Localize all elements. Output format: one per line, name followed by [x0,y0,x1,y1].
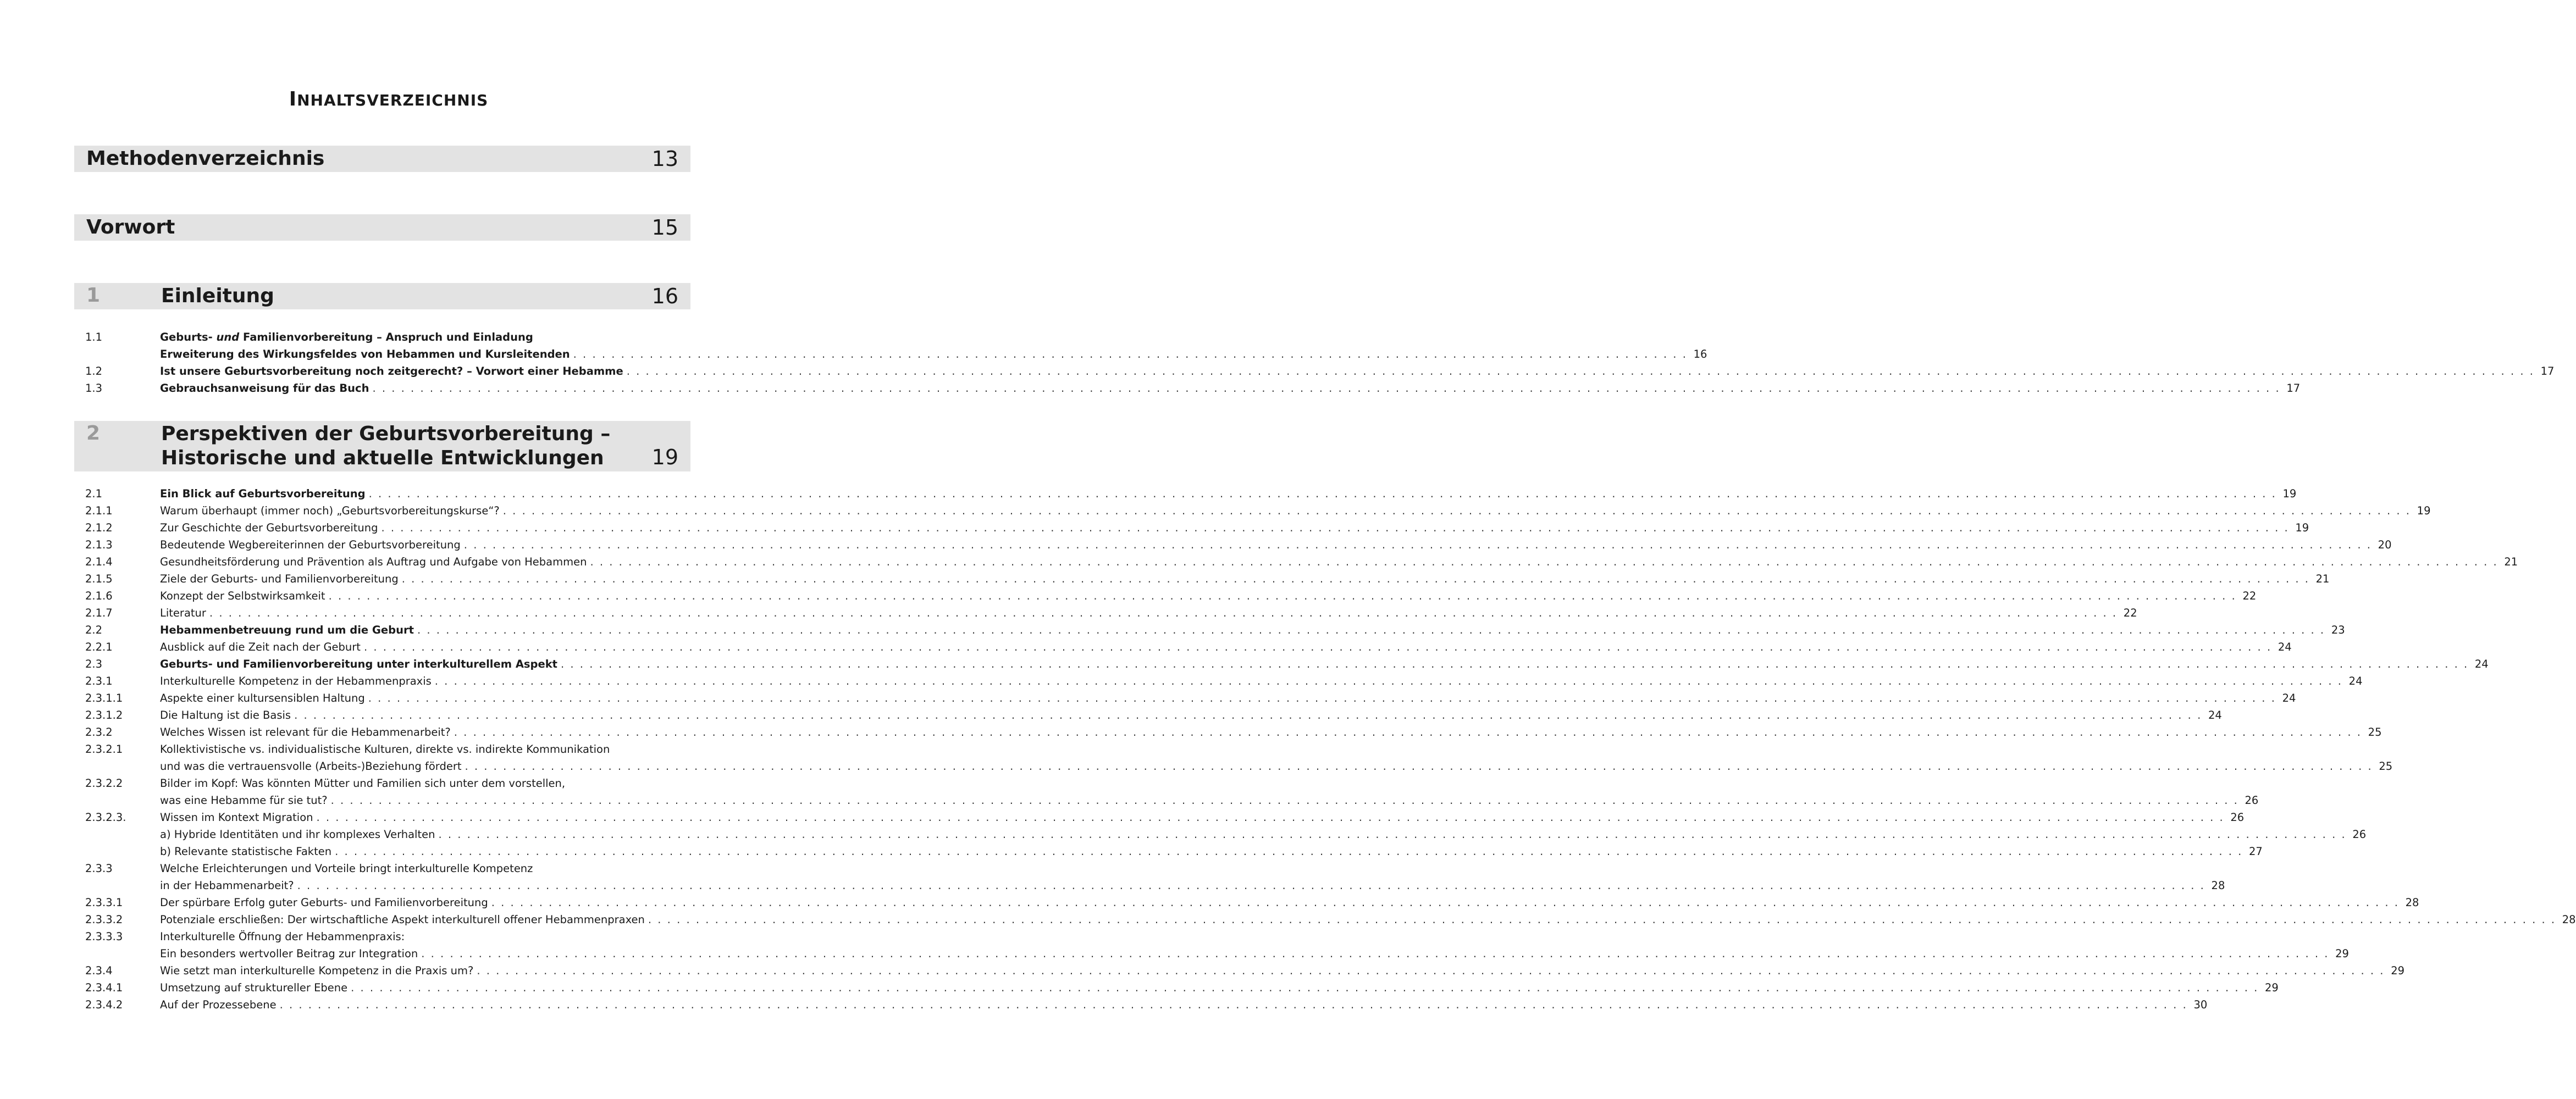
dot-leader: . . . . . . . . . . . . . . . . . . . . . . . . . . . . . . . . . . . . . . . . . . . . . . . . . . . . . . . . . . . . . . . . . . . . . . . . . . . . . . . . . . . . . . . . . . . . . . . . . . . . . . . . . . . . . . . . . . . . . . . . . . . . . . . . . . . . . . . . . . . . . . . . . . . . . . . . . . . . . . . . . . . . . . . . . . . . . . . . . . . . . . . . . . . . . . . . . . . . . . . . [590,556,2498,568]
toc-entry[interactable] [85,894,2419,911]
entry-page: 19 [2282,487,2297,500]
dot-leader: . . . . . . . . . . . . . . . . . . . . . . . . . . . . . . . . . . . . . . . . . . . . . . . . . . . . . . . . . . . . . . . . . . . . . . . . . . . . . . . . . . . . . . . . . . . . . . . . . . . . . . . . . . . . . . . . . . . . . . . . . . . . . . . . . . . . . . . . . . . . . . . . . . . . . . . . . . . . . . . . . . . . . . . . . . . . . . . . . . . . . . . . . . . . . . . . . . . . . . . . [648,913,2556,926]
entry-page: 24 [2348,675,2363,687]
entry-title: Ziele der Geburts- und Familienvorbereitung [160,573,399,585]
dot-leader: . . . . . . . . . . . . . . . . . . . . . . . . . . . . . . . . . . . . . . . . . . . . . . . . . . . . . . . . . . . . . . . . . . . . . . . . . . . . . . . . . . . . . . . . . . . . . . . . . . . . . . . . . . . . . . . . . . . . . . . . . . . . . . . . . . . . . . . . . . . . . . . . . . . . . . . . . . . . . . . . . . . . . . . . . . . . . . . . . . . . . . . . . . . . . . . . . . . . . . . . [372,382,2281,395]
entry-title: in der Hebammenarbeit? [160,879,294,892]
entry-page: 21 [2315,573,2330,585]
dot-leader: . . . . . . . . . . . . . . . . . . . . . . . . . . . . . . . . . . . . . . . . . . . . . . . . . . . . . . . . . . . . . . . . . . . . . . . . . . . . . . . . . . . . . . . . . . . . . . . . . . . . . . . . . . . . . . . . . . . . . . . . . . . . . . . . . . . . . . . . . . . . . . . . . . . . . . . . . . . . . . . . . . . . . . . . . . . . . . . . . . . . . . . . . . . . . . . . . . . . . . . . [335,845,2243,858]
chapter-page: 16 [651,284,678,308]
entry-title-line: Kollektivistische vs. individualistische Kulturen, direkte vs. indirekte Kommunikation [160,743,610,756]
toc-entry[interactable] [85,690,2296,707]
entry-page: 26 [2230,811,2245,824]
dot-leader: . . . . . . . . . . . . . . . . . . . . . . . . . . . . . . . . . . . . . . . . . . . . . . . . . . . . . . . . . . . . . . . . . . . . . . . . . . . . . . . . . . . . . . . . . . . . . . . . . . . . . . . . . . . . . . . . . . . . . . . . . . . . . . . . . . . . . . . . . . . . . . . . . . . . . . . . . . . . . . . . . . . . . . . . . . . . . . . . . . . . . . . . . . . . . . . . . . . . . . . . [328,590,2237,602]
entry-number: 1.3 [85,382,103,395]
entry-number: 2.3.1.2 [85,709,123,721]
entry-number: 2.1.3 [85,539,113,551]
entry-page: 19 [2417,504,2431,517]
dot-leader: . . . . . . . . . . . . . . . . . . . . . . . . . . . . . . . . . . . . . . . . . . . . . . . . . . . . . . . . . . . . . . . . . . . . . . . . . . . . . . . . . . . . . . . . . . . . . . . . . . . . . . . . . . . . . . . . . . . . . . . . . . . . . . . . . . . . . . . . . . . . . . . . . . . . . . . . . . . . . . . . . . . . . . . . . . . . . . . . . . . . . . . . . . . . . . . . . . . . . . . . [438,828,2347,841]
chapter-page: 15 [651,215,678,240]
entry-title: Wissen im Kontext Migration [160,811,313,824]
entry-title: Konzept der Selbstwirksamkeit [160,590,325,602]
entry-number: 2.3.1 [85,675,113,687]
entry-title: und was die vertrauensvolle (Arbeits-)Beziehung fördert [160,760,462,773]
entry-page: 26 [2245,794,2259,807]
entry-number: 2.3 [85,658,103,670]
dot-leader: . . . . . . . . . . . . . . . . . . . . . . . . . . . . . . . . . . . . . . . . . . . . . . . . . . . . . . . . . . . . . . . . . . . . . . . . . . . . . . . . . . . . . . . . . . . . . . . . . . . . . . . . . . . . . . . . . . . . . . . . . . . . . . . . . . . . . . . . . . . . . . . . . . . . . . . . . . . . . . . . . . . . . . . . . . . . . . . . . . . . . . . . . . . . . . . . . . . . . . . . [330,794,2239,807]
entry-page: 16 [1693,348,1707,360]
dot-leader: . . . . . . . . . . . . . . . . . . . . . . . . . . . . . . . . . . . . . . . . . . . . . . . . . . . . . . . . . . . . . . . . . . . . . . . . . . . . . . . . . . . . . . . . . . . . . . . . . . . . . . . . . . . . . . . . . . . . . . . . . . . . . . . . . . . . . . . . . . . . . . . . . . . . . . . . . . . . . . . . . . . . . . . . . . . . . . . . . . . . . . . . . . . . . . . . . . . . . . . . [421,947,2329,960]
entry-title: Bedeutende Wegbereiterinnen der Geburtsvorbereitung [160,539,461,551]
entry-page: 17 [2286,382,2301,395]
entry-title: Der spürbare Erfolg guter Geburts- und Familienvorbereitung [160,896,488,909]
toc-entry[interactable] [85,962,2405,979]
dot-leader: . . . . . . . . . . . . . . . . . . . . . . . . . . . . . . . . . . . . . . . . . . . . . . . . . . . . . . . . . . . . . . . . . . . . . . . . . . . . . . . . . . . . . . . . . . . . . . . . . . . . . . . . . . . . . . . . . . . . . . . . . . . . . . . . . . . . . . . . . . . . . . . . . . . . . . . . . . . . . . . . . . . . . . . . . . . . . . . . . . . . . . . . . . . . . . . . . . . . . . . . [561,658,2469,670]
entry-number: 2.3.4 [85,964,113,977]
entry-number: 2.1.6 [85,590,113,602]
entry-number: 2.3.3.3 [85,930,123,943]
dot-leader: . . . . . . . . . . . . . . . . . . . . . . . . . . . . . . . . . . . . . . . . . . . . . . . . . . . . . . . . . . . . . . . . . . . . . . . . . . . . . . . . . . . . . . . . . . . . . . . . . . . . . . . . . . . . . . . . . . . . . . . . . . . . . . . . . . . . . . . . . . . . . . . . . . . . . . . . . . . . . . . . . . . . . . . . . . . . . . . . . . . . . . . . . . . . . . . . . . . . . . . . [209,607,2118,619]
entry-number: 2.3.2.1 [85,743,123,756]
entry-title: Auf der Prozessebene [160,998,277,1011]
entry-page: 28 [2211,879,2225,892]
entry-page: 22 [2242,590,2257,602]
entry-number: 2.3.3 [85,862,113,875]
entry-title: Gesundheitsförderung und Prävention als Auftrag und Aufgabe von Hebammen [160,556,587,568]
toc-entry[interactable] [85,570,2330,587]
entry-page: 23 [2331,624,2345,636]
entry-title-line: Interkulturelle Öffnung der Hebammenpraxis: [160,930,405,943]
entry-number: 2.3.2.3. [85,811,126,824]
dot-leader: . . . . . . . . . . . . . . . . . . . . . . . . . . . . . . . . . . . . . . . . . . . . . . . . . . . . . . . . . . . . . . . . . . . . . . . . . . . . . . . . . . . . . . . . . . . . . . . . . . . . . . . . . . . . . . . . . . . . . . . . . . . . . . . . . . . . . . . . . . . . . . . . . . . . . . . . . . . . . . . . . . . . . . . . . . . . . . . . . . . . . . . . . . . . . . . . . . . . . . . . [316,811,2225,824]
toc-entry[interactable] [85,639,2292,656]
toc-entry[interactable] [85,724,2382,741]
toc-section-1 [85,329,2555,397]
entry-title-line: Bilder im Kopf: Was könnten Mütter und Familien sich unter dem vorstellen, [160,777,566,790]
toc-entry[interactable] [85,673,2363,690]
toc-entry[interactable] [85,621,2345,639]
entry-page: 24 [2282,692,2296,704]
dot-leader: . . . . . . . . . . . . . . . . . . . . . . . . . . . . . . . . . . . . . . . . . . . . . . . . . . . . . . . . . . . . . . . . . . . . . . . . . . . . . . . . . . . . . . . . . . . . . . . . . . . . . . . . . . . . . . . . . . . . . . . . . . . . . . . . . . . . . . . . . . . . . . . . . . . . . . . . . . . . . . . . . . . . . . . . . . . . . . . . . . . . . . . . . . . . . . . . . . . . . . . . [417,624,2325,636]
dot-leader: . . . . . . . . . . . . . . . . . . . . . . . . . . . . . . . . . . . . . . . . . . . . . . . . . . . . . . . . . . . . . . . . . . . . . . . . . . . . . . . . . . . . . . . . . . . . . . . . . . . . . . . . . . . . . . . . . . . . . . . . . . . . . . . . . . . . . . . . . . . . . . . . . . . . . . . . . . . . . . . . . . . . . . . . . . . . . . . . . . . . . . . . . . . . . . . . . . . . . . . . [626,365,2535,378]
entry-title: Ist unsere Geburtsvorbereitung noch zeitgerecht? – Vorwort einer Hebamme [160,365,623,378]
entry-number: 2.1.1 [85,504,113,517]
dot-leader: . . . . . . . . . . . . . . . . . . . . . . . . . . . . . . . . . . . . . . . . . . . . . . . . . . . . . . . . . . . . . . . . . . . . . . . . . . . . . . . . . . . . . . . . . . . . . . . . . . . . . . . . . . . . . . . . . . . . . . . . . . . . . . . . . . . . . . . . . . . . . . . . . . . . . . . . . . . . . . . . . . . . . . . . . . . . . . . . . . . . . . . . . . . . . . . . . . . . . . . . [502,504,2411,517]
dot-leader: . . . . . . . . . . . . . . . . . . . . . . . . . . . . . . . . . . . . . . . . . . . . . . . . . . . . . . . . . . . . . . . . . . . . . . . . . . . . . . . . . . . . . . . . . . . . . . . . . . . . . . . . . . . . . . . . . . . . . . . . . . . . . . . . . . . . . . . . . . . . . . . . . . . . . . . . . . . . . . . . . . . . . . . . . . . . . . . . . . . . . . . . . . . . . . . . . . . . . . . . [381,521,2290,534]
entry-title-line: Geburts- und Familienvorbereitung – Anspruch und Einladung [160,331,533,343]
toc-entry[interactable] [85,587,2257,604]
entry-page: 29 [2265,981,2279,994]
dot-leader: . . . . . . . . . . . . . . . . . . . . . . . . . . . . . . . . . . . . . . . . . . . . . . . . . . . . . . . . . . . . . . . . . . . . . . . . . . . . . . . . . . . . . . . . . . . . . . . . . . . . . . . . . . . . . . . . . . . . . . . . . . . . . . . . . . . . . . . . . . . . . . . . . . . . . . . . . . . . . . . . . . . . . . . . . . . . . . . . . . . . . . . . . . . . . . . . . . . . . . . . [297,879,2205,892]
entry-title: Ausblick auf die Zeit nach der Geburt [160,641,361,653]
entry-title: Die Haltung ist die Basis [160,709,291,721]
entry-number: 2.1 [85,487,103,500]
dot-leader: . . . . . . . . . . . . . . . . . . . . . . . . . . . . . . . . . . . . . . . . . . . . . . . . . . . . . . . . . . . . . . . . . . . . . . . . . . . . . . . . . . . . . . . . . . . . . . . . . . . . . . . . . . . . . . . . . . . . . . . . . . . . . . . . . . . . . . . . . . . . . . . . . . . . . . . . . . . . . . . . . . . . . . . . . . . . . . . . . . . . . . . . . . . . . . . . . . . . . . . . [368,692,2276,704]
entry-title: Aspekte einer kultursensiblen Haltung [160,692,365,704]
entry-page: 20 [2378,539,2392,551]
entry-page: 28 [2562,913,2576,926]
dot-leader: . . . . . . . . . . . . . . . . . . . . . . . . . . . . . . . . . . . . . . . . . . . . . . . . . . . . . . . . . . . . . . . . . . . . . . . . . . . . . . . . . . . . . . . . . . . . . . . . . . . . . . . . . . . . . . . . . . . . . . . . . . . . . . . . . . . . . . . . . . . . . . . . . . . . . . . . . . . . . . . . . . . . . . . . . . . . . . . . . . . . . . . . . . . . . . . . . . . . . . . . [454,726,2362,739]
entry-page: 29 [2391,964,2405,977]
entry-number: 2.1.4 [85,556,113,568]
toc-entry[interactable] [85,826,2367,843]
entry-number: 2.3.3.2 [85,913,123,926]
entry-page: 19 [2295,521,2309,534]
toc-entry[interactable] [85,979,2279,996]
entry-page: 26 [2352,828,2367,841]
entry-number: 2.3.4.2 [85,998,123,1011]
entry-title: Potenziale erschließen: Der wirtschaftliche Aspekt interkulturell offener Hebammenpraxen [160,913,645,926]
entry-title: Zur Geschichte der Geburtsvorbereitung [160,521,378,534]
page-title: INHALTSVERZEICHNIS [289,88,489,110]
chapter-band-methodenverzeichnis[interactable] [74,146,690,172]
entry-number: 2.2 [85,624,103,636]
entry-page: 25 [2368,726,2382,739]
entry-page: 28 [2405,896,2419,909]
chapter-title: Perspektiven der Geburtsvorbereitung – Historische und aktuelle Entwicklungen [161,423,611,469]
toc-entry[interactable] [85,843,2263,860]
entry-title: Gebrauchsanweisung für das Buch [160,382,369,395]
entry-number: 1.1 [85,331,103,343]
entry-page: 27 [2248,845,2263,858]
dot-leader: . . . . . . . . . . . . . . . . . . . . . . . . . . . . . . . . . . . . . . . . . . . . . . . . . . . . . . . . . . . . . . . . . . . . . . . . . . . . . . . . . . . . . . . . . . . . . . . . . . . . . . . . . . . . . . . . . . . . . . . . . . . . . . . . . . . . . . . . . . . . . . . . . . . . . . . . . . . . . . . . . . . . . . . . . . . . . . . . . . . . . . . . . . . . . . . . . . . . . . . . [477,964,2385,977]
entry-title-line: Welche Erleichterungen und Vorteile bringt interkulturelle Kompetenz [160,862,533,875]
dot-leader: . . . . . . . . . . . . . . . . . . . . . . . . . . . . . . . . . . . . . . . . . . . . . . . . . . . . . . . . . . . . . . . . . . . . . . . . . . . . . . . . . . . . . . . . . . . . . . . . . . . . . . . . . . . . . . . . . . . . . . . . . . . . . . . . . . . . . . . . . . . . . . . . . . . . . . . . . . . . . . . . . . . . . . . . . . . . . . . . . . . . . . . . . . . . . . . . . . . . . . . . [279,998,2188,1011]
chapter-band-perspektiven[interactable] [74,421,690,471]
entry-number: 2.1.5 [85,573,113,585]
entry-number: 2.1.7 [85,607,113,619]
chapter-number: 1 [86,284,101,307]
toc-entry[interactable] [85,519,2309,536]
entry-title: Literatur [160,607,206,619]
dot-leader: . . . . . . . . . . . . . . . . . . . . . . . . . . . . . . . . . . . . . . . . . . . . . . . . . . . . . . . . . . . . . . . . . . . . . . . . . . . . . . . . . . . . . . . . . . . . . . . . . . . . . . . . . . . . . . . . . . . . . . . . . . . . . . . . . . . . . . . . . . . . . . . . . . . . . . . . . . . . . . . . . . . . . . . . . . . . . . . . . . . . . . . . . . . . . . . . . . . . . . . . [491,896,2400,909]
toc-entry[interactable] [85,928,2349,962]
entry-title: Wie setzt man interkulturelle Kompetenz in die Praxis um? [160,964,474,977]
chapter-title: Einleitung [161,285,274,307]
chapter-title: Methodenverzeichnis [86,147,325,170]
entry-title: was eine Hebamme für sie tut? [160,794,328,807]
entry-title: Ein Blick auf Geburtsvorbereitung [160,487,366,500]
dot-leader: . . . . . . . . . . . . . . . . . . . . . . . . . . . . . . . . . . . . . . . . . . . . . . . . . . . . . . . . . . . . . . . . . . . . . . . . . . . . . . . . . . . . . . . . . . . . . . . . . . . . . . . . . . . . . . . . . . . . . [573,348,1688,360]
dot-leader: . . . . . . . . . . . . . . . . . . . . . . . . . . . . . . . . . . . . . . . . . . . . . . . . . . . . . . . . . . . . . . . . . . . . . . . . . . . . . . . . . . . . . . . . . . . . . . . . . . . . . . . . . . . . . . . . . . . . . . . . . . . . . . . . . . . . . . . . . . . . . . . . . . . . . . . . . . . . . . . . . . . . . . . . . . . . . . . . . . . . . . . . . . . . . . . . . . . . . . . . [465,760,2373,773]
entry-page: 17 [2540,365,2555,378]
toc-entry[interactable] [85,656,2489,673]
entry-title: Warum überhaupt (immer noch) „Geburtsvorbereitungskurse“? [160,504,500,517]
entry-title: Geburts- und Familienvorbereitung unter interkulturellem Aspekt [160,658,557,670]
entry-number: 1.2 [85,365,103,378]
entry-number: 2.3.2.2 [85,777,123,790]
toc-entry[interactable] [85,536,2392,553]
entry-title: a) Hybride Identitäten und ihr komplexes Verhalten [160,828,435,841]
toc-entry[interactable] [85,775,2259,809]
entry-number: 2.3.1.1 [85,692,123,704]
entry-title: Ein besonders wertvoller Beitrag zur Integration [160,947,418,960]
entry-page: 24 [2208,709,2222,721]
chapter-page: 13 [651,147,678,171]
chapter-number: 2 [86,422,101,445]
toc-entry[interactable] [85,860,2225,894]
entry-title: Hebammenbetreuung rund um die Geburt [160,624,414,636]
toc-entry[interactable] [85,741,2393,775]
chapter-page: 19 [651,445,678,469]
toc-entry[interactable] [85,380,2301,397]
toc-entry[interactable] [85,363,2555,380]
entry-number: 2.2.1 [85,641,113,653]
entry-number: 2.3.3.1 [85,896,123,909]
entry-title: Interkulturelle Kompetenz in der Hebammenpraxis [160,675,432,687]
dot-leader: . . . . . . . . . . . . . . . . . . . . . . . . . . . . . . . . . . . . . . . . . . . . . . . . . . . . . . . . . . . . . . . . . . . . . . . . . . . . . . . . . . . . . . . . . . . . . . . . . . . . . . . . . . . . . . . . . . . . . . . . . . . . . . . . . . . . . . . . . . . . . . . . . . . . . . . . . . . . . . . . . . . . . . . . . . . . . . . . . . . . . . . . . . . . . . . . . . . . . . . . [434,675,2343,687]
entry-title: Erweiterung des Wirkungsfeldes von Hebammen und Kursleitenden [160,348,570,360]
entry-page: 25 [2379,760,2393,773]
entry-page: 24 [2278,641,2292,653]
dot-leader: . . . . . . . . . . . . . . . . . . . . . . . . . . . . . . . . . . . . . . . . . . . . . . . . . . . . . . . . . . . . . . . . . . . . . . . . . . . . . . . . . . . . . . . . . . . . . . . . . . . . . . . . . . . . . . . . . . . . . . . . . . . . . . . . . . . . . . . . . . . . . . . . . . . . . . . . . . . . . . . . . . . . . . . . . . . . . . . . . . . . . . . . . . . . . . . . . . . . . . . . [463,539,2372,551]
entry-page: 21 [2504,556,2518,568]
toc-entry[interactable] [85,707,2222,724]
toc-entry[interactable] [85,553,2518,570]
toc-section-2 [85,485,2576,1013]
toc-entry[interactable] [85,996,2208,1013]
dot-leader: . . . . . . . . . . . . . . . . . . . . . . . . . . . . . . . . . . . . . . . . . . . . . . . . . . . . . . . . . . . . . . . . . . . . . . . . . . . . . . . . . . . . . . . . . . . . . . . . . . . . . . . . . . . . . . . . . . . . . . . . . . . . . . . . . . . . . . . . . . . . . . . . . . . . . . . . . . . . . . . . . . . . . . . . . . . . . . . . . . . . . . . . . . . . . . . . . . . . . . . . [351,981,2259,994]
entry-title: b) Relevante statistische Fakten [160,845,332,858]
chapter-title: Vorwort [86,216,175,238]
entry-number: 2.3.4.1 [85,981,123,994]
toc-entry[interactable] [85,604,2137,621]
entry-page: 24 [2474,658,2489,670]
dot-leader: . . . . . . . . . . . . . . . . . . . . . . . . . . . . . . . . . . . . . . . . . . . . . . . . . . . . . . . . . . . . . . . . . . . . . . . . . . . . . . . . . . . . . . . . . . . . . . . . . . . . . . . . . . . . . . . . . . . . . . . . . . . . . . . . . . . . . . . . . . . . . . . . . . . . . . . . . . . . . . . . . . . . . . . . . . . . . . . . . . . . . . . . . . . . . . . . . . . . . . . . [401,573,2310,585]
toc-entry[interactable] [85,485,2297,502]
toc-entry[interactable] [85,911,2576,928]
entry-title: Umsetzung auf struktureller Ebene [160,981,348,994]
entry-page: 22 [2123,607,2137,619]
entry-number: 2.1.2 [85,521,113,534]
toc-entry[interactable] [85,502,2431,519]
dot-leader: . . . . . . . . . . . . . . . . . . . . . . . . . . . . . . . . . . . . . . . . . . . . . . . . . . . . . . . . . . . . . . . . . . . . . . . . . . . . . . . . . . . . . . . . . . . . . . . . . . . . . . . . . . . . . . . . . . . . . . . . . . . . . . . . . . . . . . . . . . . . . . . . . . . . . . . . . . . . . . . . . . . . . . . . . . . . . . . . . . . . . . . . . . . . . . . . . . . . . . . . [294,709,2202,721]
entry-page: 29 [2335,947,2349,960]
entry-page: 30 [2193,998,2208,1011]
chapter-band-einleitung[interactable] [74,283,690,309]
dot-leader: . . . . . . . . . . . . . . . . . . . . . . . . . . . . . . . . . . . . . . . . . . . . . . . . . . . . . . . . . . . . . . . . . . . . . . . . . . . . . . . . . . . . . . . . . . . . . . . . . . . . . . . . . . . . . . . . . . . . . . . . . . . . . . . . . . . . . . . . . . . . . . . . . . . . . . . . . . . . . . . . . . . . . . . . . . . . . . . . . . . . . . . . . . . . . . . . . . . . . . . . [368,487,2277,500]
toc-entry[interactable] [85,809,2245,826]
dot-leader: . . . . . . . . . . . . . . . . . . . . . . . . . . . . . . . . . . . . . . . . . . . . . . . . . . . . . . . . . . . . . . . . . . . . . . . . . . . . . . . . . . . . . . . . . . . . . . . . . . . . . . . . . . . . . . . . . . . . . . . . . . . . . . . . . . . . . . . . . . . . . . . . . . . . . . . . . . . . . . . . . . . . . . . . . . . . . . . . . . . . . . . . . . . . . . . . . . . . . . . . [363,641,2272,653]
entry-title: Welches Wissen ist relevant für die Hebammenarbeit? [160,726,451,739]
toc-entry[interactable] [85,329,1707,363]
chapter-band-vorwort[interactable] [74,214,690,241]
entry-number: 2.3.2 [85,726,113,739]
